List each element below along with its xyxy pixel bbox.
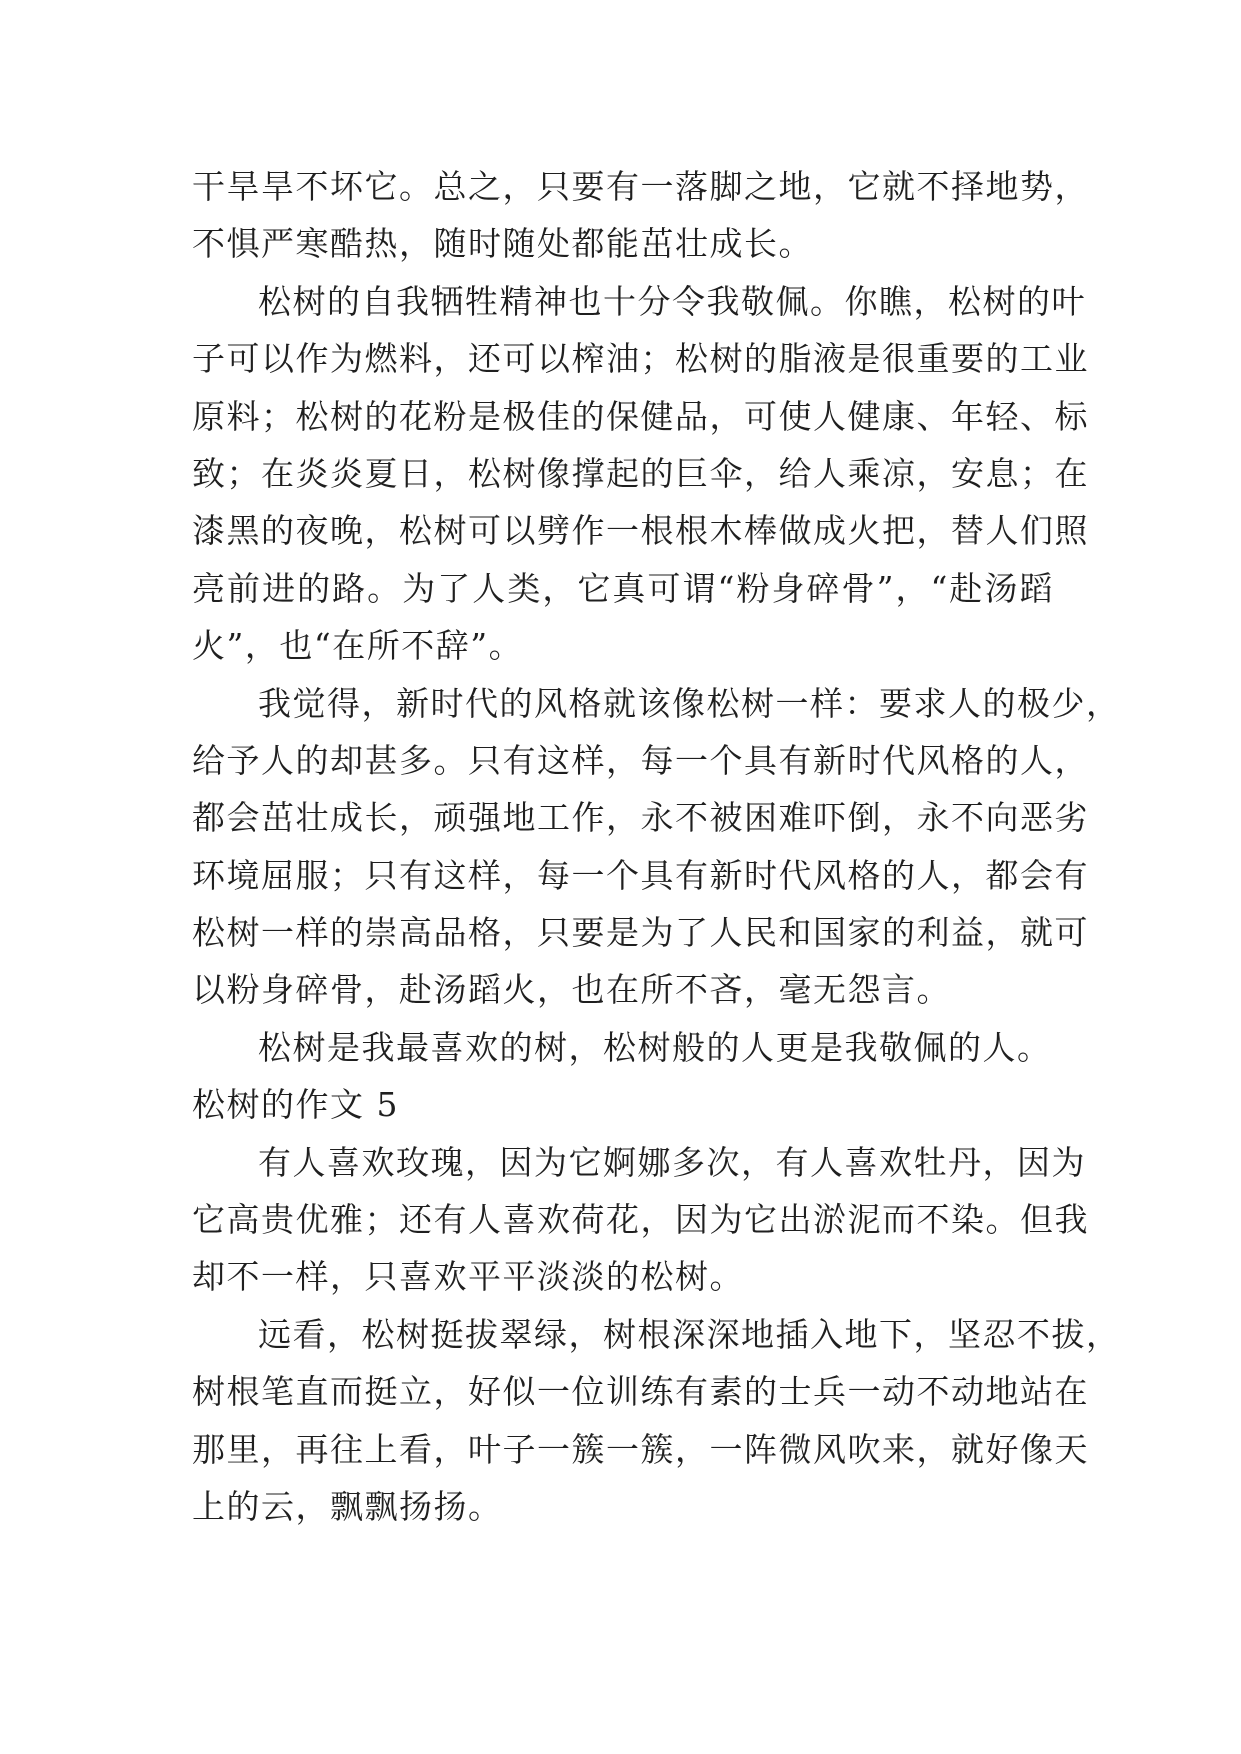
section-heading: 松树的作文 5 (192, 1085, 399, 1125)
document-body (192, 158, 1121, 1535)
text-line: 它高贵优雅；还有人喜欢荷花，因为它出淤泥而不染。但我 (192, 1200, 1089, 1240)
text-line: 却不一样，只喜欢平平淡淡的松树。 (192, 1257, 744, 1297)
text-line: 亮前进的路。为了人类，它真可谓“粉身碎骨”，“赴汤蹈 (192, 568, 1054, 608)
text-line: 远看，松树挺拔翠绿，树根深深地插入地下，坚忍不拔， (258, 1314, 1121, 1354)
text-line: 有人喜欢玫瑰，因为它婀娜多次，有人喜欢牡丹，因为 (258, 1142, 1086, 1182)
text-line: 以粉身碎骨，赴汤蹈火，也在所不吝，毫无怨言。 (192, 970, 951, 1010)
text-line: 漆黑的夜晚，松树可以劈作一根根木棒做成火把，替人们照 (192, 511, 1089, 551)
text-line: 环境屈服；只有这样，每一个具有新时代风格的人，都会有 (192, 855, 1089, 895)
text-line: 那里，再往上看，叶子一簇一簇，一阵微风吹来，就好像天 (192, 1429, 1089, 1469)
text-line: 上的云，飘飘扬扬。 (192, 1486, 503, 1526)
text-line: 松树一样的崇高品格，只要是为了人民和国家的利益，就可 (192, 913, 1089, 953)
text-line: 不惧严寒酷热，随时随处都能茁壮成长。 (192, 224, 813, 264)
text-line: 都会茁壮成长，顽强地工作，永不被困难吓倒，永不向恶劣 (192, 798, 1089, 838)
text-line: 子可以作为燃料，还可以榨油；松树的脂液是很重要的工业 (192, 339, 1089, 379)
text-line: 干旱旱不坏它。总之，只要有一落脚之地，它就不择地势， (192, 167, 1089, 206)
text-line: 松树是我最喜欢的树，松树般的人更是我敬佩的人。 (258, 1027, 1052, 1067)
text-line: 致；在炎炎夏日，松树像撑起的巨伞，给人乘凉，安息；在 (192, 453, 1089, 493)
text-line: 火”，也“在所不辞”。 (192, 626, 524, 666)
text-line: 给予人的却甚多。只有这样，每一个具有新时代风格的人， (192, 740, 1089, 780)
text-line: 树根笔直而挺立，好似一位训练有素的士兵一动不动地站在 (192, 1372, 1089, 1412)
text-line: 原料；松树的花粉是极佳的保健品，可使人健康、年轻、标 (192, 396, 1089, 436)
text-line: 松树的自我牺牲精神也十分令我敬佩。你瞧，松树的叶 (258, 281, 1086, 321)
text-line: 我觉得，新时代的风格就该像松树一样：要求人的极少， (258, 683, 1121, 723)
